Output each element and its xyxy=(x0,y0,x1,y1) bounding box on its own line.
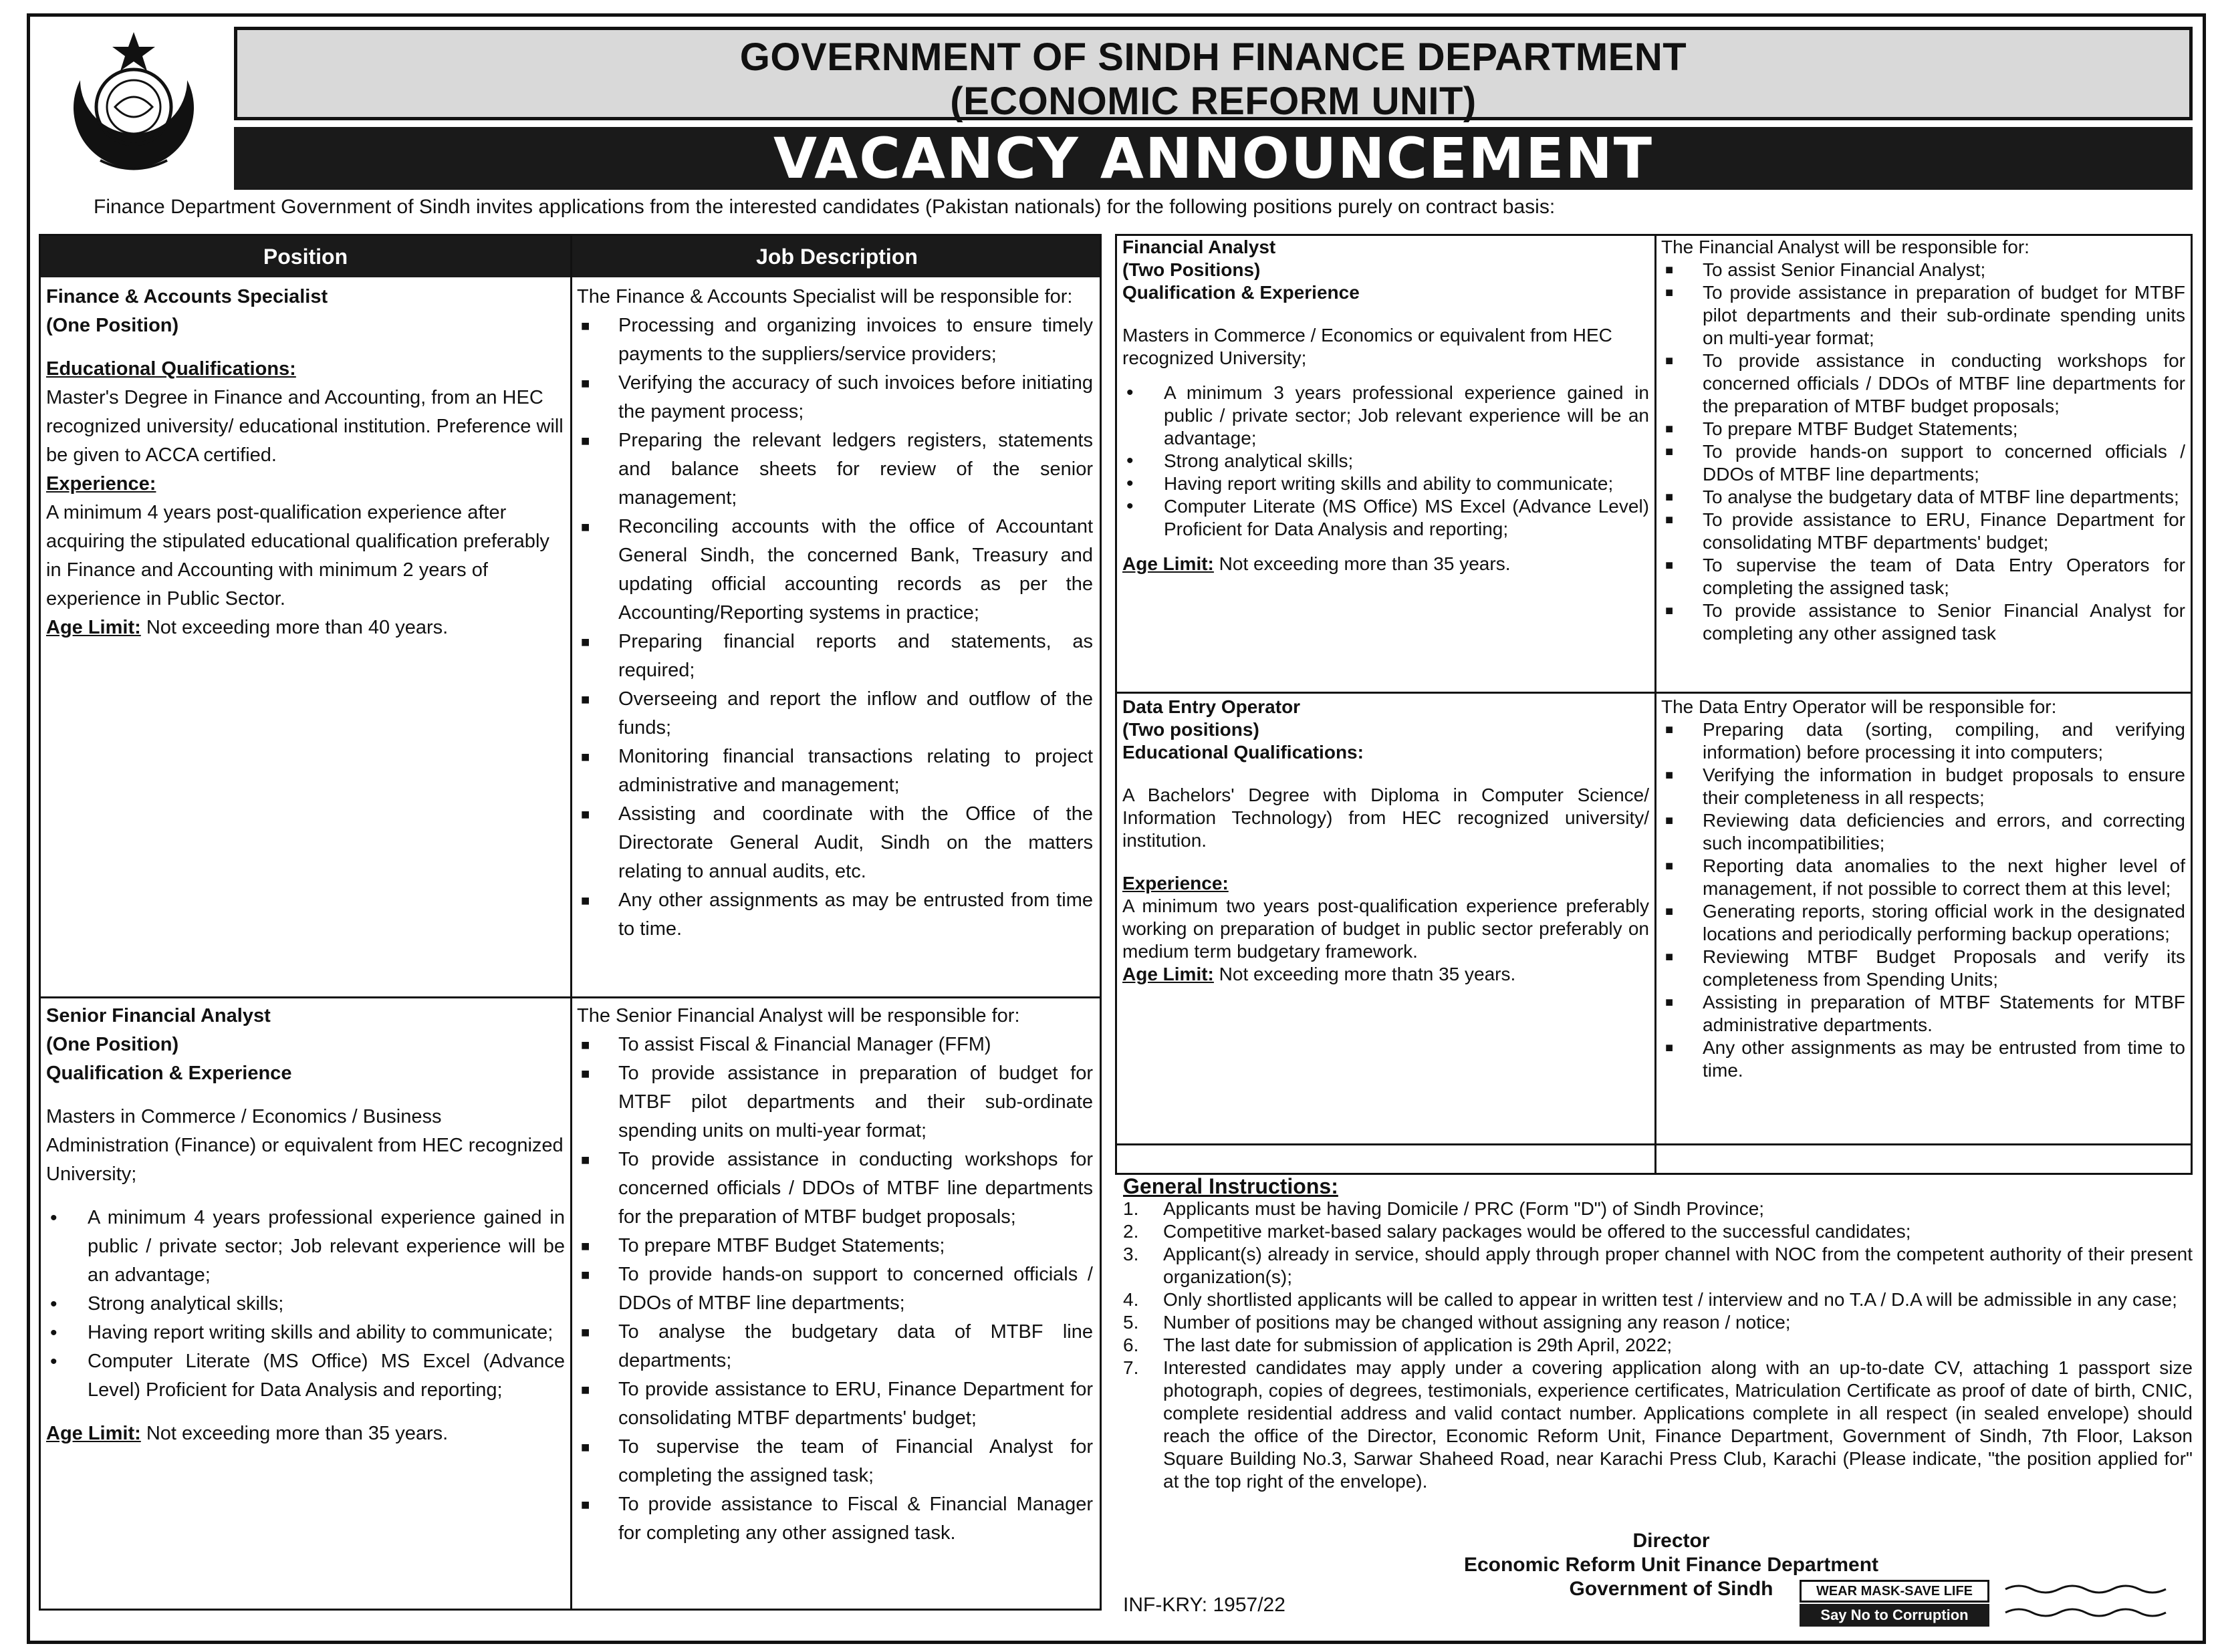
list-item: ■ To provide assistance to Fiscal & Financial Manager for completing any other assigned task. xyxy=(577,1490,1093,1548)
fas-jd-list xyxy=(577,311,1093,944)
instruction-number: 1. xyxy=(1123,1198,1139,1219)
list-item: ■ To provide assistance in preparation of budget for MTBF pilot departments and their sub-ordinate spending units on multi-year format; xyxy=(577,1059,1093,1145)
instruction-text: Competitive market-based salary packages would be offered to the successful candidates; xyxy=(1163,1221,1911,1242)
deo-title: Data Entry Operator xyxy=(1122,696,1301,717)
deo-age-label: Age Limit: xyxy=(1122,964,1214,984)
list-item: ■ To provide assistance in conducting workshops for concerned officials / DDOs of MTBF line departments for the preparation of MTBF budget proposals; xyxy=(1661,350,2185,418)
instruction-item xyxy=(1123,1220,2193,1243)
reference-number: INF-KRY: 1957/22 xyxy=(1123,1594,1285,1616)
column-divider xyxy=(570,236,572,1609)
fa-title: Financial Analyst xyxy=(1122,237,1276,257)
deo-edu-text: A Bachelors' Degree with Diploma in Computer Science/ Information Technology) from HEC recognized university/ institution. xyxy=(1122,785,1649,851)
sfa-count: (One Position) xyxy=(46,1034,179,1055)
list-item: ■ To prepare MTBF Budget Statements; xyxy=(577,1232,1093,1260)
header-banner xyxy=(234,127,2193,190)
instruction-text: Interested candidates may apply under a covering application along with an up-to-date CV, attaching 1 passport size photograph, copies of degrees, testimonials, experience certificates, Matriculation Certificate as proof of date of birth, CNIC, complete residential address and valid contact number. Applications complete in all respect (in sealed envelope) should reach the office of the Director, Economic Reform Unit, Finance Department, Government of Sindh, 7th Floor, Lakson Square Building No.3, Sarwar Shaheed Road, near Karachi Press Club, Karachi (Please indicate, "the position applied for" at the top right of the envelope). xyxy=(1163,1357,2193,1492)
fas-jd-cell xyxy=(577,283,1093,944)
fas-edu-label: Educational Qualifications: xyxy=(46,358,296,380)
deo-position-cell xyxy=(1122,696,1649,986)
sfa-age-text: Not exceeding more than 35 years. xyxy=(140,1423,449,1444)
list-item: ■ Reviewing MTBF Budget Proposals and verify its completeness from Spending Units; xyxy=(1661,946,2185,991)
list-item: ■ To provide assistance in preparation of budget for MTBF pilot departments and their sub-ordinate spending units on multi-year format; xyxy=(1661,281,2185,350)
sfa-title: Senior Financial Analyst xyxy=(46,1005,271,1026)
deo-edu-label: Educational Qualifications: xyxy=(1122,742,1364,763)
general-instructions-list xyxy=(1123,1198,2193,1493)
deo-jd-cell xyxy=(1661,696,2185,1082)
list-item: • A minimum 4 years professional experience gained in public / private sector; Job relevant experience will be an advantage; xyxy=(46,1204,565,1290)
instruction-number: 7. xyxy=(1123,1357,1139,1378)
list-item: ■ Reporting data anomalies to the next higher level of management, if not possible to correct them at this level; xyxy=(1661,855,2185,900)
deo-age-text: Not exceeding more thatn 35 years. xyxy=(1213,964,1516,984)
column-divider xyxy=(1654,236,1656,1173)
fa-position-cell xyxy=(1122,236,1649,575)
list-item: • Strong analytical skills; xyxy=(46,1290,565,1319)
instruction-item xyxy=(1123,1198,2193,1220)
instruction-text: Applicant(s) already in service, should apply through proper channel with NOC from the competent authority of their present organization(s); xyxy=(1163,1244,2193,1287)
list-item: ■ To analyse the budgetary data of MTBF line departments; xyxy=(577,1318,1093,1375)
signature-government: Government of Sindh xyxy=(1569,1578,1773,1600)
fas-age-limit xyxy=(46,613,565,642)
header-title-box xyxy=(234,27,2193,123)
list-item: ■ To provide assistance in conducting workshops for concerned officials / DDOs of MTBF line departments for the preparation of MTBF budget proposals; xyxy=(577,1145,1093,1232)
list-item: ■ To provide assistance to ERU, Finance Department for consolidating MTBF departments' budget; xyxy=(1661,509,2185,554)
list-item: ■ To assist Senior Financial Analyst; xyxy=(1661,259,2185,281)
deo-count: (Two positions) xyxy=(1122,719,1259,740)
instruction-item xyxy=(1123,1357,2193,1493)
banner-text: VACANCY ANNOUNCEMENT xyxy=(773,126,1654,191)
instruction-item xyxy=(1123,1243,2193,1288)
list-item: • Computer Literate (MS Office) MS Excel (Advance Level) Proficient for Data Analysis and reporting; xyxy=(1122,495,1649,541)
list-item: ■ To provide assistance to ERU, Finance Department for consolidating MTBF departments' budget; xyxy=(577,1375,1093,1433)
fa-age-label: Age Limit: xyxy=(1122,553,1214,574)
instruction-number: 3. xyxy=(1123,1244,1139,1264)
fas-exp-text: A minimum 4 years post-qualification experience after acquiring the stipulated educational qualification preferably in Finance and Accounting with minimum 2 years of experience in Public Sector. xyxy=(46,502,549,609)
list-item: ■ Verifying the accuracy of such invoices before initiating the payment process; xyxy=(577,369,1093,426)
intro-text: Finance Department Government of Sindh invites applications from the interested candidates (Pakistan nationals) for the following positions purely on contract basis: xyxy=(94,196,1556,218)
column-header-position: Position xyxy=(263,245,348,269)
list-item: ■ Assisting in preparation of MTBF Statements for MTBF administrative departments. xyxy=(1661,991,2185,1037)
list-item: ■ Processing and organizing invoices to ensure timely payments to the suppliers/service providers; xyxy=(577,311,1093,369)
instruction-item xyxy=(1123,1334,2193,1357)
instruction-number: 6. xyxy=(1123,1335,1139,1355)
fas-count: (One Position) xyxy=(46,315,179,336)
sfa-qual-label: Qualification & Experience xyxy=(46,1063,292,1084)
list-item: ■ Preparing the relevant ledgers registers, statements and balance sheets for review of the senior management; xyxy=(577,426,1093,513)
fas-position-cell xyxy=(46,283,565,642)
list-item: • Having report writing skills and ability to communicate; xyxy=(46,1319,565,1347)
list-item: ■ To provide hands-on support to concerned officials / DDOs of MTBF line departments; xyxy=(577,1260,1093,1318)
sfa-qual-text: Masters in Commerce / Economics / Business Administration (Finance) or equivalent from HEC recognized University; xyxy=(46,1106,564,1185)
list-item: ■ To prepare MTBF Budget Statements; xyxy=(1661,418,2185,440)
sfa-bullet-list xyxy=(46,1204,565,1405)
signature-office: Economic Reform Unit Finance Department xyxy=(1463,1554,1879,1576)
instruction-text: Number of positions may be changed without assigning any reason / notice; xyxy=(1163,1312,1791,1333)
fas-exp-label: Experience: xyxy=(46,473,156,495)
fas-age-text: Not exceeding more than 40 years. xyxy=(140,617,449,638)
list-item: ■ To provide hands-on support to concerned officials / DDOs of MTBF line departments; xyxy=(1661,440,2185,486)
sfa-jd-cell xyxy=(577,1002,1093,1548)
list-item: ■ Preparing financial reports and statements, as required; xyxy=(577,628,1093,685)
fa-age-limit xyxy=(1122,553,1649,575)
fa-jd-cell xyxy=(1661,236,2185,645)
general-instructions-title: General Instructions: xyxy=(1123,1174,1338,1198)
list-item: ■ Generating reports, storing official work in the designated locations and periodically performing backup operations; xyxy=(1661,900,2185,946)
instruction-item xyxy=(1123,1288,2193,1311)
row-divider xyxy=(1117,1143,2191,1145)
header-title-line-1: GOVERNMENT OF SINDH FINANCE DEPARTMENT xyxy=(739,35,1687,79)
instruction-text: The last date for submission of application is 29th April, 2022; xyxy=(1163,1335,1673,1355)
list-item: ■ To supervise the team of Financial Analyst for completing the assigned task; xyxy=(577,1433,1093,1490)
instruction-number: 5. xyxy=(1123,1312,1139,1333)
sfa-jd-list xyxy=(577,1030,1093,1548)
list-item: ■ Overseeing and report the inflow and outflow of the funds; xyxy=(577,685,1093,742)
deo-jd-list xyxy=(1661,718,2185,1082)
sfa-age-limit xyxy=(46,1419,565,1448)
fa-qual-text: Masters in Commerce / Economics or equivalent from HEC recognized University; xyxy=(1122,325,1612,368)
sfa-position-cell xyxy=(46,1002,565,1448)
list-item: ■ Assisting and coordinate with the Office of the Directorate General Audit, Sindh on the matters relating to annual audits, etc. xyxy=(577,800,1093,886)
fas-title: Finance & Accounts Specialist xyxy=(46,286,328,307)
fa-jd-list xyxy=(1661,259,2185,645)
deo-exp-label: Experience: xyxy=(1122,873,1229,893)
list-item: ■ Reconciling accounts with the office of Accountant General Sindh, the concerned Bank, Treasury and updating official accounting records as per the Accounting/Reporting systems in practice; xyxy=(577,513,1093,628)
corruption-badge: Say No to Corruption xyxy=(1800,1604,1989,1627)
fa-bullet-list xyxy=(1122,382,1649,541)
list-item: • A minimum 3 years professional experience gained in public / private sector; Job relevant experience will be an advantage; xyxy=(1122,382,1649,450)
list-item: ■ Any other assignments as may be entrusted from time to time. xyxy=(1661,1037,2185,1082)
fa-jd-intro: The Financial Analyst will be responsible for: xyxy=(1661,237,2029,257)
deo-exp-text: A minimum two years post-qualification experience preferably working on preparation of budget in public sector preferably on medium term budgetary framework. xyxy=(1122,896,1649,962)
fa-count: (Two Positions) xyxy=(1122,259,1261,280)
instruction-number: 2. xyxy=(1123,1221,1139,1242)
header-title-line-2: (ECONOMIC REFORM UNIT) xyxy=(950,80,1477,123)
list-item: • Having report writing skills and ability to communicate; xyxy=(1122,472,1649,495)
deo-jd-intro: The Data Entry Operator will be responsible for: xyxy=(1661,696,2057,717)
sfa-age-label: Age Limit: xyxy=(46,1423,141,1444)
signature-title: Director xyxy=(1632,1530,1710,1552)
deo-age-limit xyxy=(1122,963,1649,986)
fa-qual-label: Qualification & Experience xyxy=(1122,282,1360,303)
instruction-item xyxy=(1123,1311,2193,1334)
instruction-number: 4. xyxy=(1123,1289,1139,1310)
list-item: ■ To analyse the budgetary data of MTBF line departments; xyxy=(1661,486,2185,509)
fa-age-text: Not exceeding more than 35 years. xyxy=(1213,553,1511,574)
government-of-sindh-emblem-icon xyxy=(53,27,214,187)
sfa-jd-intro: The Senior Financial Analyst will be responsible for: xyxy=(577,1005,1020,1026)
instruction-text: Applicants must be having Domicile / PRC (Form "D") of Sindh Province; xyxy=(1163,1198,1765,1219)
fas-jd-intro: The Finance & Accounts Specialist will be responsible for: xyxy=(577,286,1073,307)
list-item: ■ Verifying the information in budget proposals to ensure their completeness in all respects; xyxy=(1661,764,2185,809)
row-divider xyxy=(41,996,1100,998)
left-positions-table xyxy=(39,234,1102,1611)
fas-edu-text: Master's Degree in Finance and Accounting, from an HEC recognized university/ educational institution. Preference will be given to ACCA certified. xyxy=(46,387,564,466)
list-item: ■ Any other assignments as may be entrusted from time to time. xyxy=(577,886,1093,944)
column-header-job-description: Job Description xyxy=(756,245,918,269)
mask-badge: WEAR MASK-SAVE LIFE xyxy=(1800,1580,1989,1603)
list-item: ■ Monitoring financial transactions relating to project administrative and management; xyxy=(577,742,1093,800)
list-item: • Computer Literate (MS Office) MS Excel (Advance Level) Proficient for Data Analysis and reporting; xyxy=(46,1347,565,1405)
list-item: ■ To assist Fiscal & Financial Manager (FFM) xyxy=(577,1030,1093,1059)
list-item: ■ Preparing data (sorting, compiling, and verifying information) before processing it into computers; xyxy=(1661,718,2185,764)
list-item: ■ Reviewing data deficiencies and errors, and correcting such incompatibilities; xyxy=(1661,809,2185,855)
header-title xyxy=(237,35,2189,124)
row-divider xyxy=(1117,692,2191,694)
list-item: ■ To supervise the team of Data Entry Operators for completing the assigned task; xyxy=(1661,554,2185,599)
urdu-slogan-graphic xyxy=(1999,1576,2186,1629)
fas-age-label: Age Limit: xyxy=(46,617,141,638)
general-instructions xyxy=(1123,1175,2193,1493)
list-item: ■ To provide assistance to Senior Financial Analyst for completing any other assigned task xyxy=(1661,599,2185,645)
right-positions-table xyxy=(1115,234,2193,1175)
list-item: • Strong analytical skills; xyxy=(1122,450,1649,472)
instruction-text: Only shortlisted applicants will be called to appear in written test / interview and no T.A / D.A will be admissible in any case; xyxy=(1163,1289,2177,1310)
